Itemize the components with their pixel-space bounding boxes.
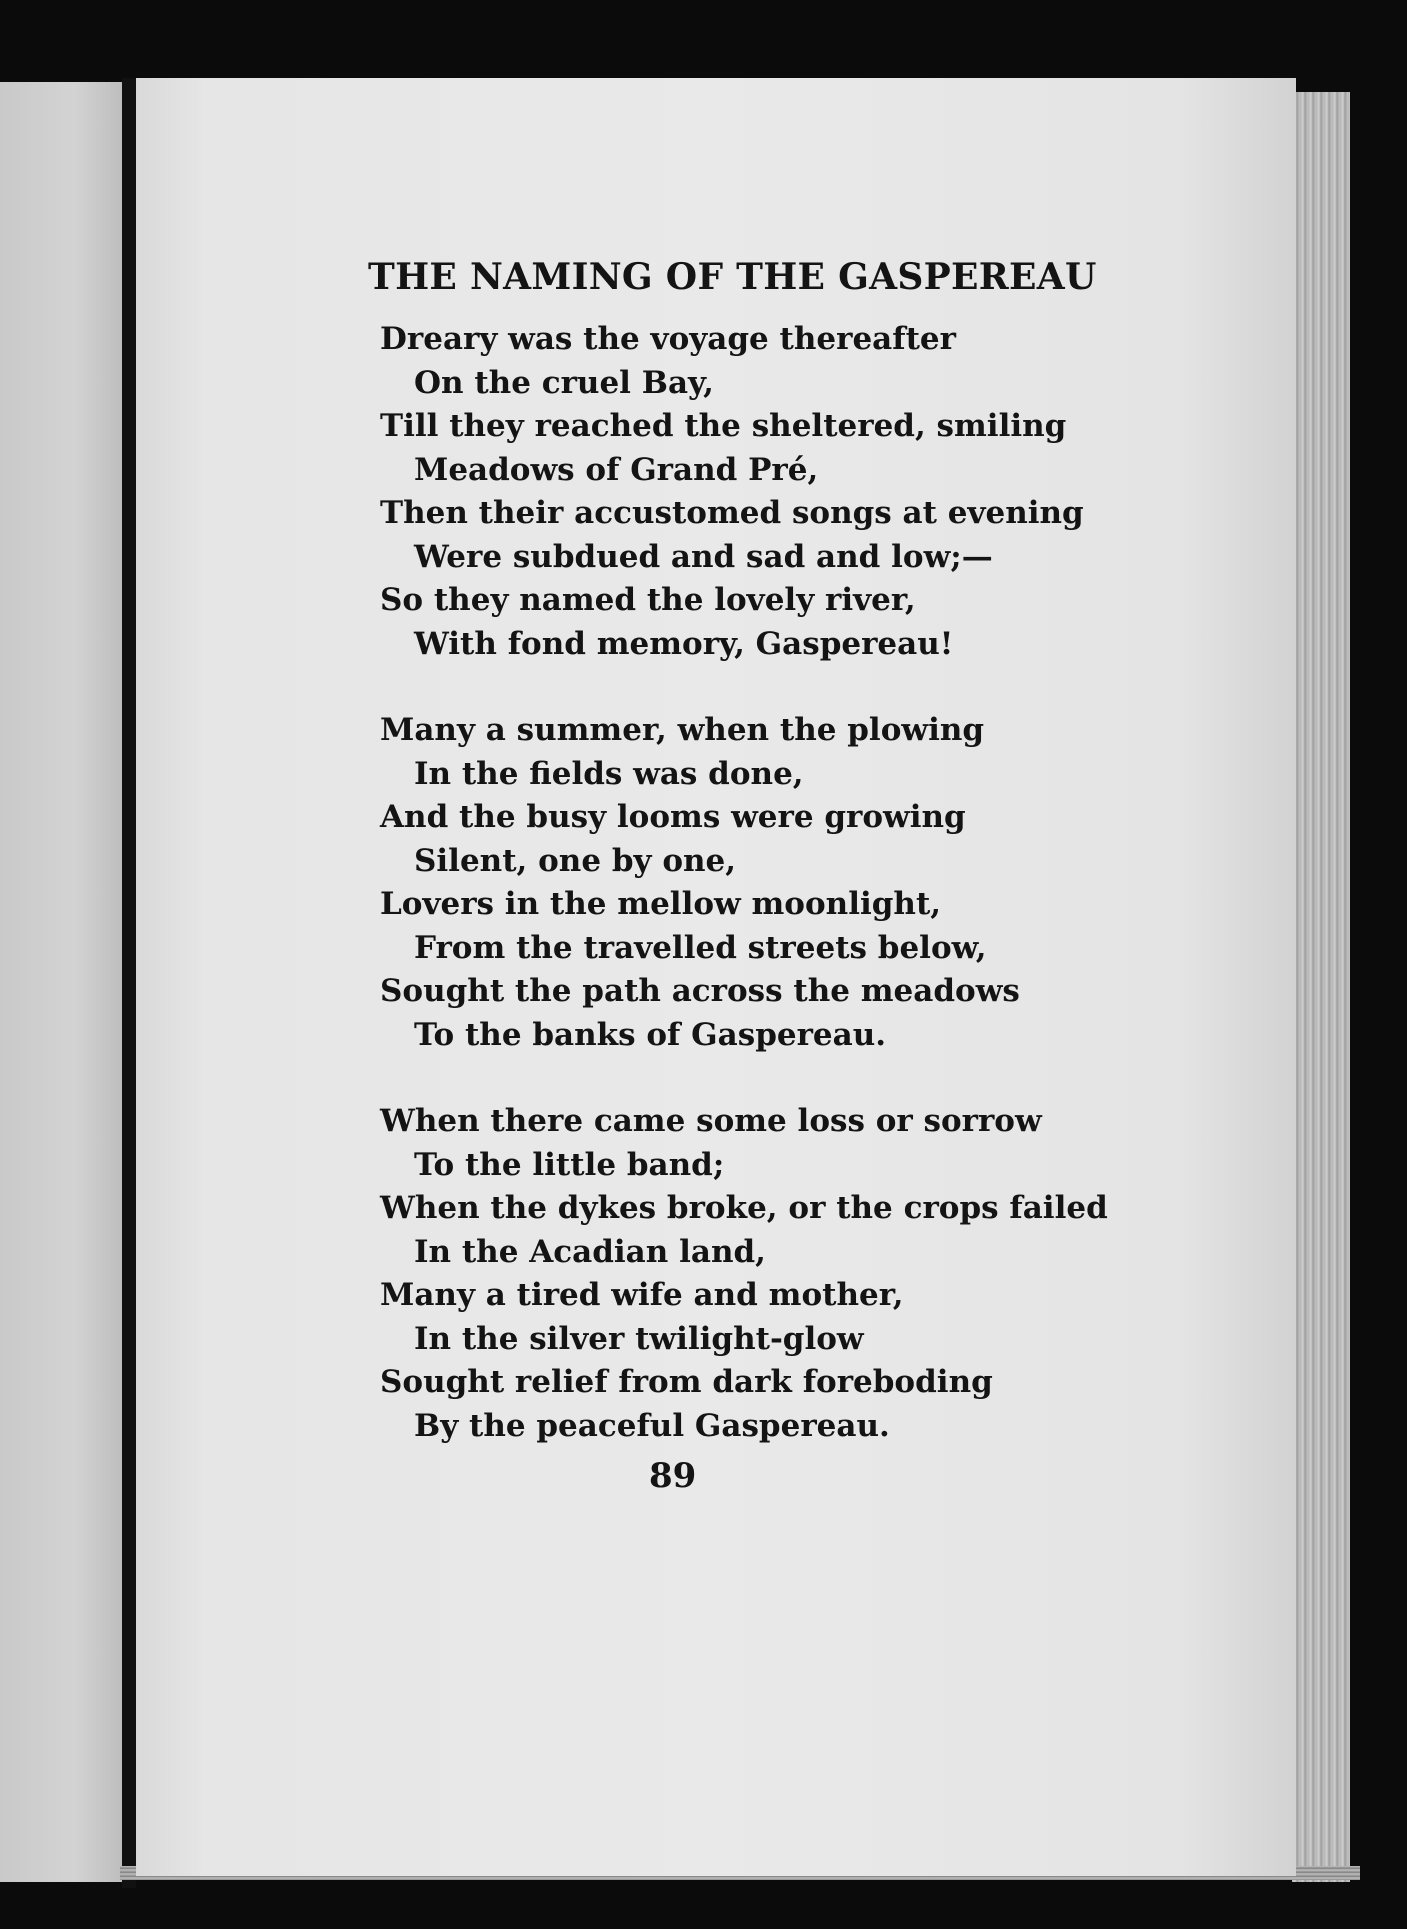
poem-line: And the busy looms were growing [380,799,966,835]
stanza-1 [380,318,1180,666]
stanza-3 [380,1100,1180,1448]
poem-line: By the peaceful Gaspereau. [414,1407,890,1444]
poem-line: Sought the path across the meadows [380,973,1020,1009]
poem-line: In the Acadian land, [414,1233,766,1270]
poem-line: Were subdued and sad and low;— [414,538,993,575]
poem-line: Meadows of Grand Pré, [414,451,819,488]
poem-line: Many a summer, when the plowing [380,712,985,748]
poem-line: Silent, one by one, [414,842,737,879]
poem-line: Till they reached the sheltered, smiling [380,408,1067,444]
poem-line: Sought relief from dark foreboding [380,1364,993,1400]
poem-line: So they named the lovely river, [380,582,916,618]
page-stack-edge [1292,92,1352,1882]
poem-line: Then their accustomed songs at evening [380,495,1084,531]
poem-line: When the dykes broke, or the crops failed [380,1190,1108,1226]
scan-background [1350,92,1407,1929]
book-page [136,78,1296,1876]
poem-line: On the cruel Bay, [414,364,714,401]
poem-line: When there came some loss or sorrow [380,1103,1042,1139]
poem-line: Many a tired wife and mother, [380,1277,904,1313]
previous-page-edge [0,82,124,1882]
poem-line: Lovers in the mellow moonlight, [380,886,942,922]
poem-line: To the banks of Gaspereau. [414,1016,887,1053]
poem-line: In the silver twilight-glow [414,1320,864,1357]
poem-line: Dreary was the voyage thereafter [380,321,956,357]
page-number: 89 [649,1456,697,1496]
stanza-2 [380,709,1180,1057]
book-gutter [122,78,136,1888]
poem-title: THE NAMING OF THE GASPEREAU [368,256,1097,298]
poem-line: To the little band; [414,1146,725,1183]
page-content [136,78,1296,1876]
poem-line: With fond memory, Gaspereau! [414,625,954,662]
poem-line: From the travelled streets below, [414,929,987,966]
poem-line: In the fields was done, [414,755,804,792]
